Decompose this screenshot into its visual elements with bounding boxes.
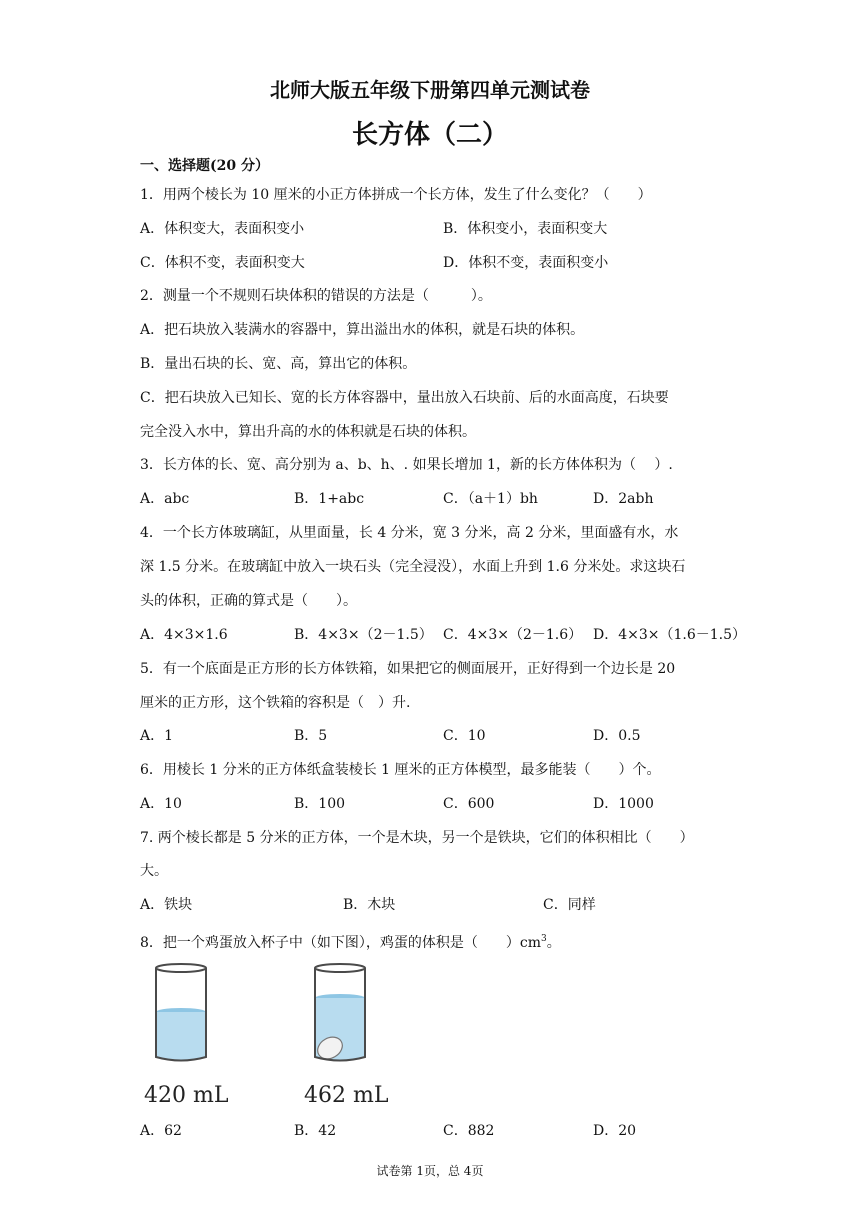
q1-option-a: A．体积变大，表面积变小	[140, 221, 305, 237]
q6-stem: 6．用棱长 1 分米的正方体纸盒装棱长 1 厘米的正方体模型，最多能装（ ）个。	[140, 762, 661, 778]
section-heading: 一、选择题(20 分）	[140, 158, 269, 174]
q4-stem-line3: 头的体积，正确的算式是（ ）。	[140, 593, 357, 609]
q4-option-a: A．4×3×1.6	[140, 627, 228, 643]
q1-option-c: C．体积不变，表面积变大	[140, 255, 305, 271]
q7-stem-line1: 7. 两个棱长都是 5 分米的正方体，一个是木块，另一个是铁块，它们的体积相比（ ）	[140, 830, 694, 846]
q8-option-b: B．42	[294, 1123, 337, 1139]
q5-option-a: A．1	[140, 728, 174, 744]
q7-option-c: C．同样	[543, 897, 596, 913]
q6-option-a: A．10	[140, 796, 182, 812]
q1-stem: 1．用两个棱长为 10 厘米的小正方体拼成一个长方体，发生了什么变化？（ ）	[140, 187, 652, 203]
q2-option-c: C．把石块放入已知长、宽的长方体容器中，量出放入石块前、后的水面高度，石块要	[140, 390, 669, 406]
cups-figure	[140, 960, 400, 1110]
q4-stem-line2: 深 1.5 分米。在玻璃缸中放入一块石头（完全浸没），水面上升到 1.6 分米处。求这块石	[140, 559, 686, 575]
q6-option-b: B．100	[294, 796, 346, 812]
q7-option-a: A．铁块	[140, 897, 193, 913]
q1-option-b: B．体积变小，表面积变大	[443, 221, 608, 237]
q3-option-a: A．abc	[140, 491, 190, 507]
q2-option-a: A．把石块放入装满水的容器中，算出溢出水的体积，就是石块的体积。	[140, 322, 585, 338]
q3-stem: 3．长方体的长、宽、高分别为 a、b、h、. 如果长增加 1，新的长方体体积为（ ）.	[140, 457, 673, 473]
q3-option-d: D．2abh	[593, 491, 654, 507]
paper-subtitle: 长方体（二）	[351, 120, 508, 150]
q8-option-c: C．882	[443, 1123, 495, 1139]
cup2-label: 462 mL	[304, 1083, 389, 1108]
q7-stem-line2: 大。	[140, 863, 168, 879]
q2-stem: 2．测量一个不规则石块体积的错误的方法是（ ）。	[140, 288, 492, 304]
q8-option-d: D．20	[593, 1123, 637, 1139]
q4-option-b: B．4×3×（2－1.5）	[294, 627, 433, 643]
cup-462ml	[314, 964, 365, 1063]
q5-option-d: D．0.5	[593, 728, 641, 744]
q5-option-c: C．10	[443, 728, 486, 744]
q4-option-d: D．4×3×（1.6－1.5）	[593, 627, 747, 643]
q5-stem-line1: 5．有一个底面是正方形的长方体铁箱，如果把它的侧面展开，正好得到一个边长是 20	[140, 661, 676, 677]
q8-stem: 8．把一个鸡蛋放入杯子中（如下图），鸡蛋的体积是（ ）$cm^3$。	[140, 934, 561, 951]
q8-option-a: A．62	[140, 1123, 182, 1139]
q4-stem-line1: 4．一个长方体玻璃缸，从里面量，长 4 分米，宽 3 分米，高 2 分米，里面盛有水，水	[140, 525, 679, 541]
page-footer: 试卷第 1页，总 4页	[376, 1164, 484, 1178]
q2-option-b: B．量出石块的长、宽、高，算出它的体积。	[140, 356, 417, 372]
q3-option-c: C．（a＋1）bh	[443, 491, 538, 507]
q7-option-b: B．木块	[343, 897, 396, 913]
q3-option-b: B．1+abc	[294, 491, 365, 507]
paper-title: 北师大版五年级下册第四单元测试卷	[270, 78, 590, 102]
cup-420ml	[156, 964, 206, 1061]
q5-option-b: B．5	[294, 728, 328, 744]
q5-stem-line2: 厘米的正方形，这个铁箱的容积是（ ）升.	[140, 695, 411, 711]
q6-option-d: D．1000	[593, 796, 654, 812]
q1-option-d: D．体积不变，表面积变小	[443, 255, 609, 271]
q6-option-c: C．600	[443, 796, 495, 812]
q2-option-c-cont: 完全没入水中，算出升高的水的体积就是石块的体积。	[140, 424, 476, 440]
q4-option-c: C．4×3×（2－1.6）	[443, 627, 583, 643]
cup1-label: 420 mL	[144, 1083, 229, 1108]
